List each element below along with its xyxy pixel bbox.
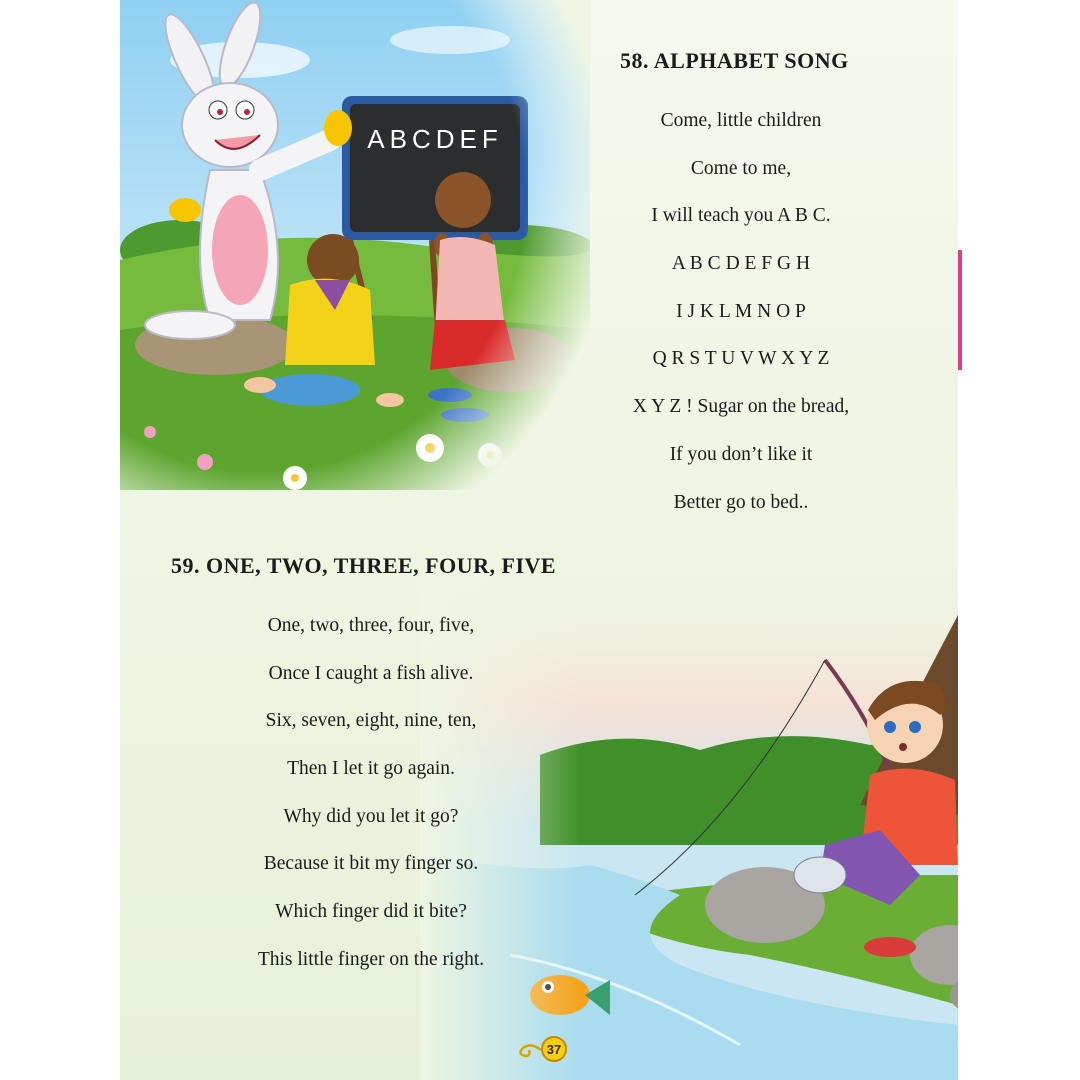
swirl-ornament-icon xyxy=(513,1040,543,1060)
song2-line: This little finger on the right. xyxy=(257,948,485,970)
song1-line: If you don’t like it xyxy=(669,443,813,465)
song1-title: 58. ALPHABET SONG xyxy=(620,48,849,73)
song1-line: Q R S T U V W X Y Z xyxy=(652,348,830,370)
book-page xyxy=(120,0,958,1080)
song1-line: X Y Z ! Sugar on the bread, xyxy=(632,396,850,418)
rabbit-teacher-illustration xyxy=(120,0,590,490)
song2-line: Which finger did it bite? xyxy=(275,901,467,923)
page-edge-tab xyxy=(958,250,962,370)
page-number: 37 xyxy=(541,1036,567,1062)
song1-poem xyxy=(594,111,888,540)
song1-line: I J K L M N O P xyxy=(676,300,806,322)
song1-line: Come to me, xyxy=(690,157,792,179)
song1-line: Better go to bed.. xyxy=(673,491,809,513)
song1-line: A B C D E F G H xyxy=(671,253,811,275)
song2-line: Then I let it go again. xyxy=(287,758,455,780)
song2-line: Because it bit my finger so. xyxy=(263,853,479,875)
song2-line: Once I caught a fish alive. xyxy=(268,662,474,684)
song1-line: Come, little children xyxy=(660,110,822,131)
song2-title: 59. ONE, TWO, THREE, FOUR, FIVE xyxy=(171,553,557,578)
song2-line: One, two, three, four, five, xyxy=(267,615,475,636)
song1-line: I will teach you A B C. xyxy=(651,205,831,227)
song2-line: Six, seven, eight, nine, ten, xyxy=(265,710,477,732)
song2-poem xyxy=(226,616,516,998)
song2-line: Why did you let it go? xyxy=(283,805,459,827)
